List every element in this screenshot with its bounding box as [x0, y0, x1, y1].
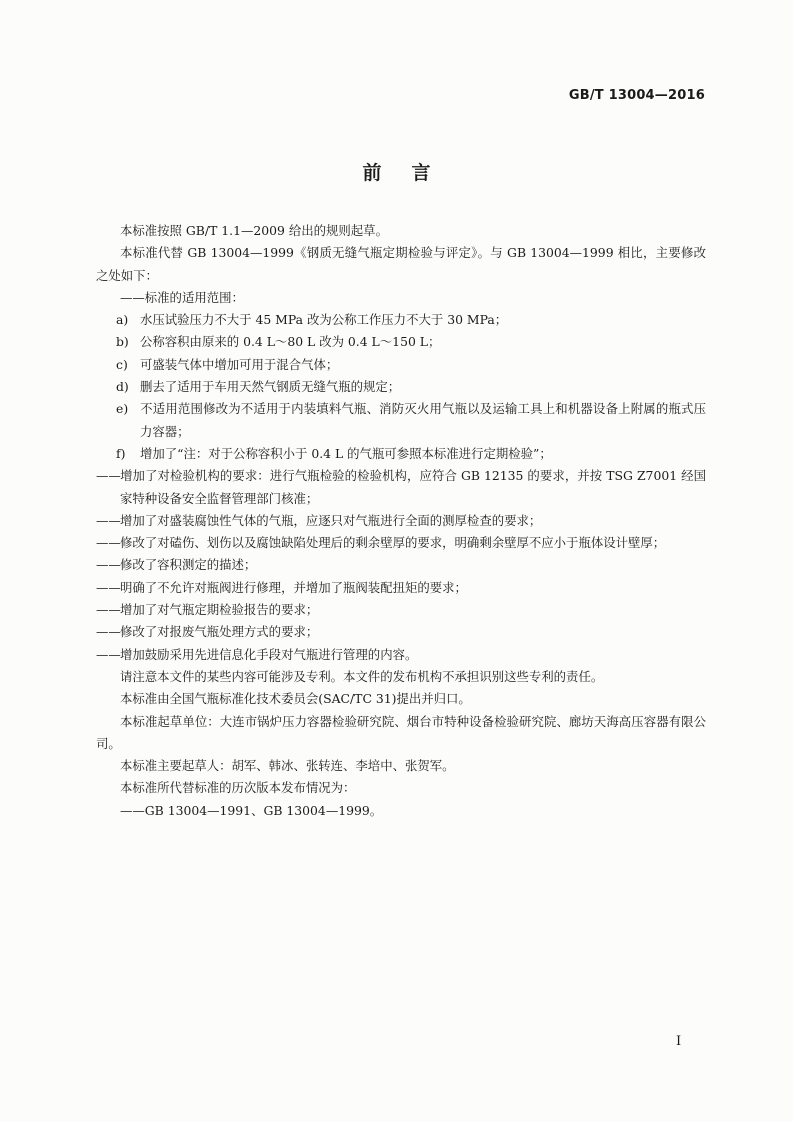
dash-mark: ——	[96, 557, 121, 573]
list-item-text: 增加了“注：对于公称容积小于 0.4 L 的气瓶可参照本标准进行定期检验”；	[140, 445, 552, 461]
dash-item	[96, 621, 706, 643]
dash-mark: ——	[96, 579, 121, 595]
dash-item-text: 增加了对气瓶定期检验报告的要求；	[120, 602, 319, 618]
dash-mark: ——	[96, 624, 121, 640]
list-item-text: 删去了适用于车用天然气钢质无缝气瓶的规定；	[140, 379, 401, 395]
dash-item	[96, 577, 706, 599]
dash-item	[96, 599, 706, 621]
dash-item-text: 增加了对检验机构的要求：进行气瓶检验的检验机构，应符合 GB 12135 的要求，并按 TSG Z7001 经国家特种设备安全监督管理部门核准；	[120, 468, 706, 506]
dash-item-text: 修改了对磕伤、划伤以及腐蚀缺陷处理后的剩余壁厚的要求，明确剩余壁厚不应小于瓶体设计壁厚；	[120, 535, 666, 551]
dash-item-text: 增加了对盛装腐蚀性气体的气瓶，应逐只对气瓶进行全面的测厚检查的要求；	[120, 512, 542, 528]
dash-mark: ——	[96, 512, 121, 528]
paragraph-proposed-by: 本标准由全国气瓶标准化技术委员会(SAC/TC 31)提出并归口。	[120, 691, 471, 707]
list-item	[96, 354, 706, 376]
dash-item	[96, 510, 706, 532]
dash-mark: ——	[96, 646, 121, 662]
dash-item	[96, 465, 706, 510]
page-title: 前言	[362, 162, 461, 184]
dash-item	[96, 644, 706, 666]
dash-item-scope: ——标准的适用范围：	[120, 289, 244, 305]
foreword-body	[96, 220, 706, 822]
paragraph-replaces: 本标准代替 GB 13004—1999《钢质无缝气瓶定期检验与评定》。与 GB 13004—1999 相比，主要修改之处如下：	[96, 245, 706, 283]
standard-code: GB/T 13004—2016	[568, 88, 705, 103]
list-item	[96, 331, 706, 353]
list-item-text: 公称容积由原来的 0.4 L～80 L 改为 0.4 L～150 L；	[140, 334, 441, 350]
paragraph-drafting-units: 本标准起草单位：大连市锅炉压力容器检验研究院、烟台市特种设备检验研究院、廊坊天海高压容器有限公司。	[96, 713, 706, 751]
dash-mark: ——	[96, 535, 121, 551]
dash-item	[96, 532, 706, 554]
dash-item-history: ——GB 13004—1991、GB 13004—1999。	[120, 802, 383, 818]
page-number: I	[676, 1034, 682, 1049]
dash-item-text: 明确了不允许对瓶阀进行修理，并增加了瓶阀装配扭矩的要求；	[120, 579, 467, 595]
paragraph-history: 本标准所代替标准的历次版本发布情况为：	[120, 780, 356, 796]
dash-item-text: 增加鼓励采用先进信息化手段对气瓶进行管理的内容。	[120, 646, 418, 662]
dash-item-text: 修改了对报废气瓶处理方式的要求；	[120, 624, 319, 640]
list-item-label: c)	[116, 356, 128, 372]
list-item-label: b)	[116, 334, 129, 350]
dash-mark: ——	[96, 468, 121, 484]
list-item	[96, 376, 706, 398]
dash-item-text: 修改了容积测定的描述；	[120, 557, 257, 573]
list-item-label: a)	[116, 312, 129, 328]
paragraph-drafters: 本标准主要起草人：胡军、韩冰、张转连、李培中、张贺军。	[120, 758, 455, 774]
dash-item	[96, 554, 706, 576]
list-item-text: 不适用范围修改为不适用于内装填料气瓶、消防灭火用气瓶以及运输工具上和机器设备上附属的瓶式压力容器；	[140, 401, 706, 439]
list-item-label: f)	[116, 445, 126, 461]
paragraph-patent-notice: 请注意本文件的某些内容可能涉及专利。本文件的发布机构不承担识别这些专利的责任。	[120, 668, 604, 684]
list-item	[96, 309, 706, 331]
list-item	[96, 443, 706, 465]
paragraph-drafting-rules: 本标准按照 GB/T 1.1—2009 给出的规则起草。	[120, 223, 388, 238]
list-item-text: 可盛装气体中增加可用于混合气体；	[140, 356, 339, 372]
list-item-label: d)	[116, 379, 129, 395]
dash-mark: ——	[96, 602, 121, 618]
list-item	[96, 398, 706, 443]
list-item-label: e)	[116, 401, 129, 417]
list-item-text: 水压试验压力不大于 45 MPa 改为公称工作压力不大于 30 MPa；	[140, 312, 508, 328]
